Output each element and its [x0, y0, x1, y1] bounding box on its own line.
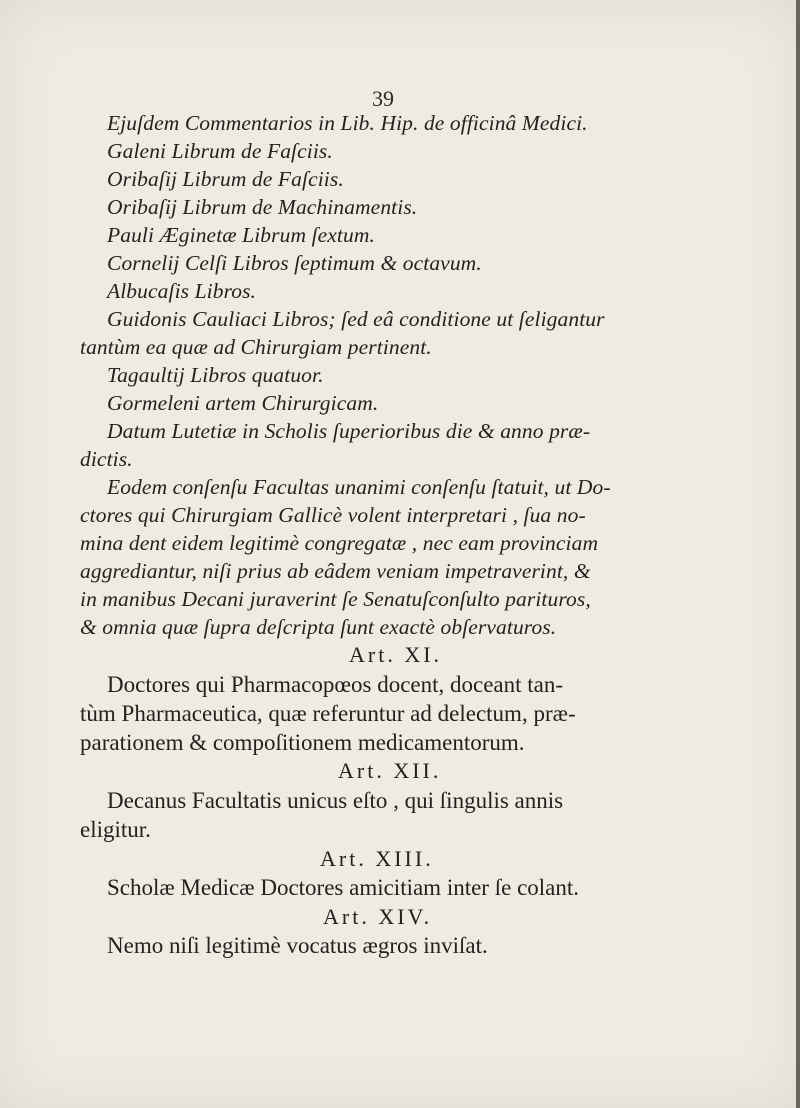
text-line: Datum Lutetiæ in Scholis ſuperioribus die & anno præ-	[107, 419, 591, 443]
text-line: Pauli Æginetæ Librum ſextum.	[107, 223, 375, 247]
text-line: Albucaſis Libros.	[107, 279, 257, 303]
text-line: & omnia quæ ſupra deſcripta ſunt exactè obſervaturos.	[80, 615, 557, 639]
text-line: Tagaultij Libros quatuor.	[107, 363, 324, 387]
text-line: dictis.	[80, 447, 133, 471]
text-line: Scholæ Medicæ Doctores amicitiam inter ſe colant.	[107, 875, 580, 900]
text-line: Oribaſij Librum de Machinamentis.	[107, 195, 418, 219]
text-line: Galeni Librum de Faſciis.	[107, 139, 333, 163]
text-line: Doctores qui Pharmacopœos docent, doceant tan-	[107, 672, 564, 697]
text-line: aggrediantur, niſi prius ab eâdem veniam impetraverint, &	[80, 559, 591, 583]
text-line: Nemo niſi legitimè vocatus ægros inviſat.	[107, 933, 488, 958]
text-line: in manibus Decani juraverint ſe Senatuſconſulto parituros,	[80, 587, 591, 611]
text-line: Guidonis Cauliaci Libros; ſed eâ conditione ut ſeligantur	[107, 307, 605, 331]
text-line: tantùm ea quæ ad Chirurgiam pertinent.	[80, 335, 432, 359]
text-line: Gormeleni artem Chirurgicam.	[107, 391, 379, 415]
text-line: Oribaſij Librum de Faſciis.	[107, 167, 344, 191]
article-heading: Art. XII.	[338, 758, 442, 783]
text-line: Eodem conſenſu Facultas unanimi conſenſu ſtatuit, ut Do-	[107, 475, 611, 499]
text-line: mina dent eidem legitimè congregatæ , nec eam provinciam	[80, 531, 599, 555]
text-line: tùm Pharmaceutica, quæ referuntur ad delectum, præ-	[80, 701, 576, 726]
page-edge	[796, 0, 800, 1108]
text-line: ctores qui Chirurgiam Gallicè volent interpretari , ſua no-	[80, 503, 586, 527]
article-heading: Art. XI.	[349, 642, 443, 667]
text-line: Decanus Facultatis unicus eſto , qui ſingulis annis	[107, 788, 564, 813]
article-heading: Art. XIV.	[323, 904, 433, 929]
page-number: 39	[372, 86, 394, 111]
text-line: parationem & compoſitionem medicamentorum.	[80, 730, 525, 755]
text-line: Cornelij Celſi Libros ſeptimum & octavum.	[107, 251, 482, 275]
text-line: eligitur.	[80, 817, 151, 842]
article-heading: Art. XIII.	[320, 846, 434, 871]
text-line: Ejuſdem Commentarios in Lib. Hip. de officinâ Medici.	[107, 111, 588, 135]
